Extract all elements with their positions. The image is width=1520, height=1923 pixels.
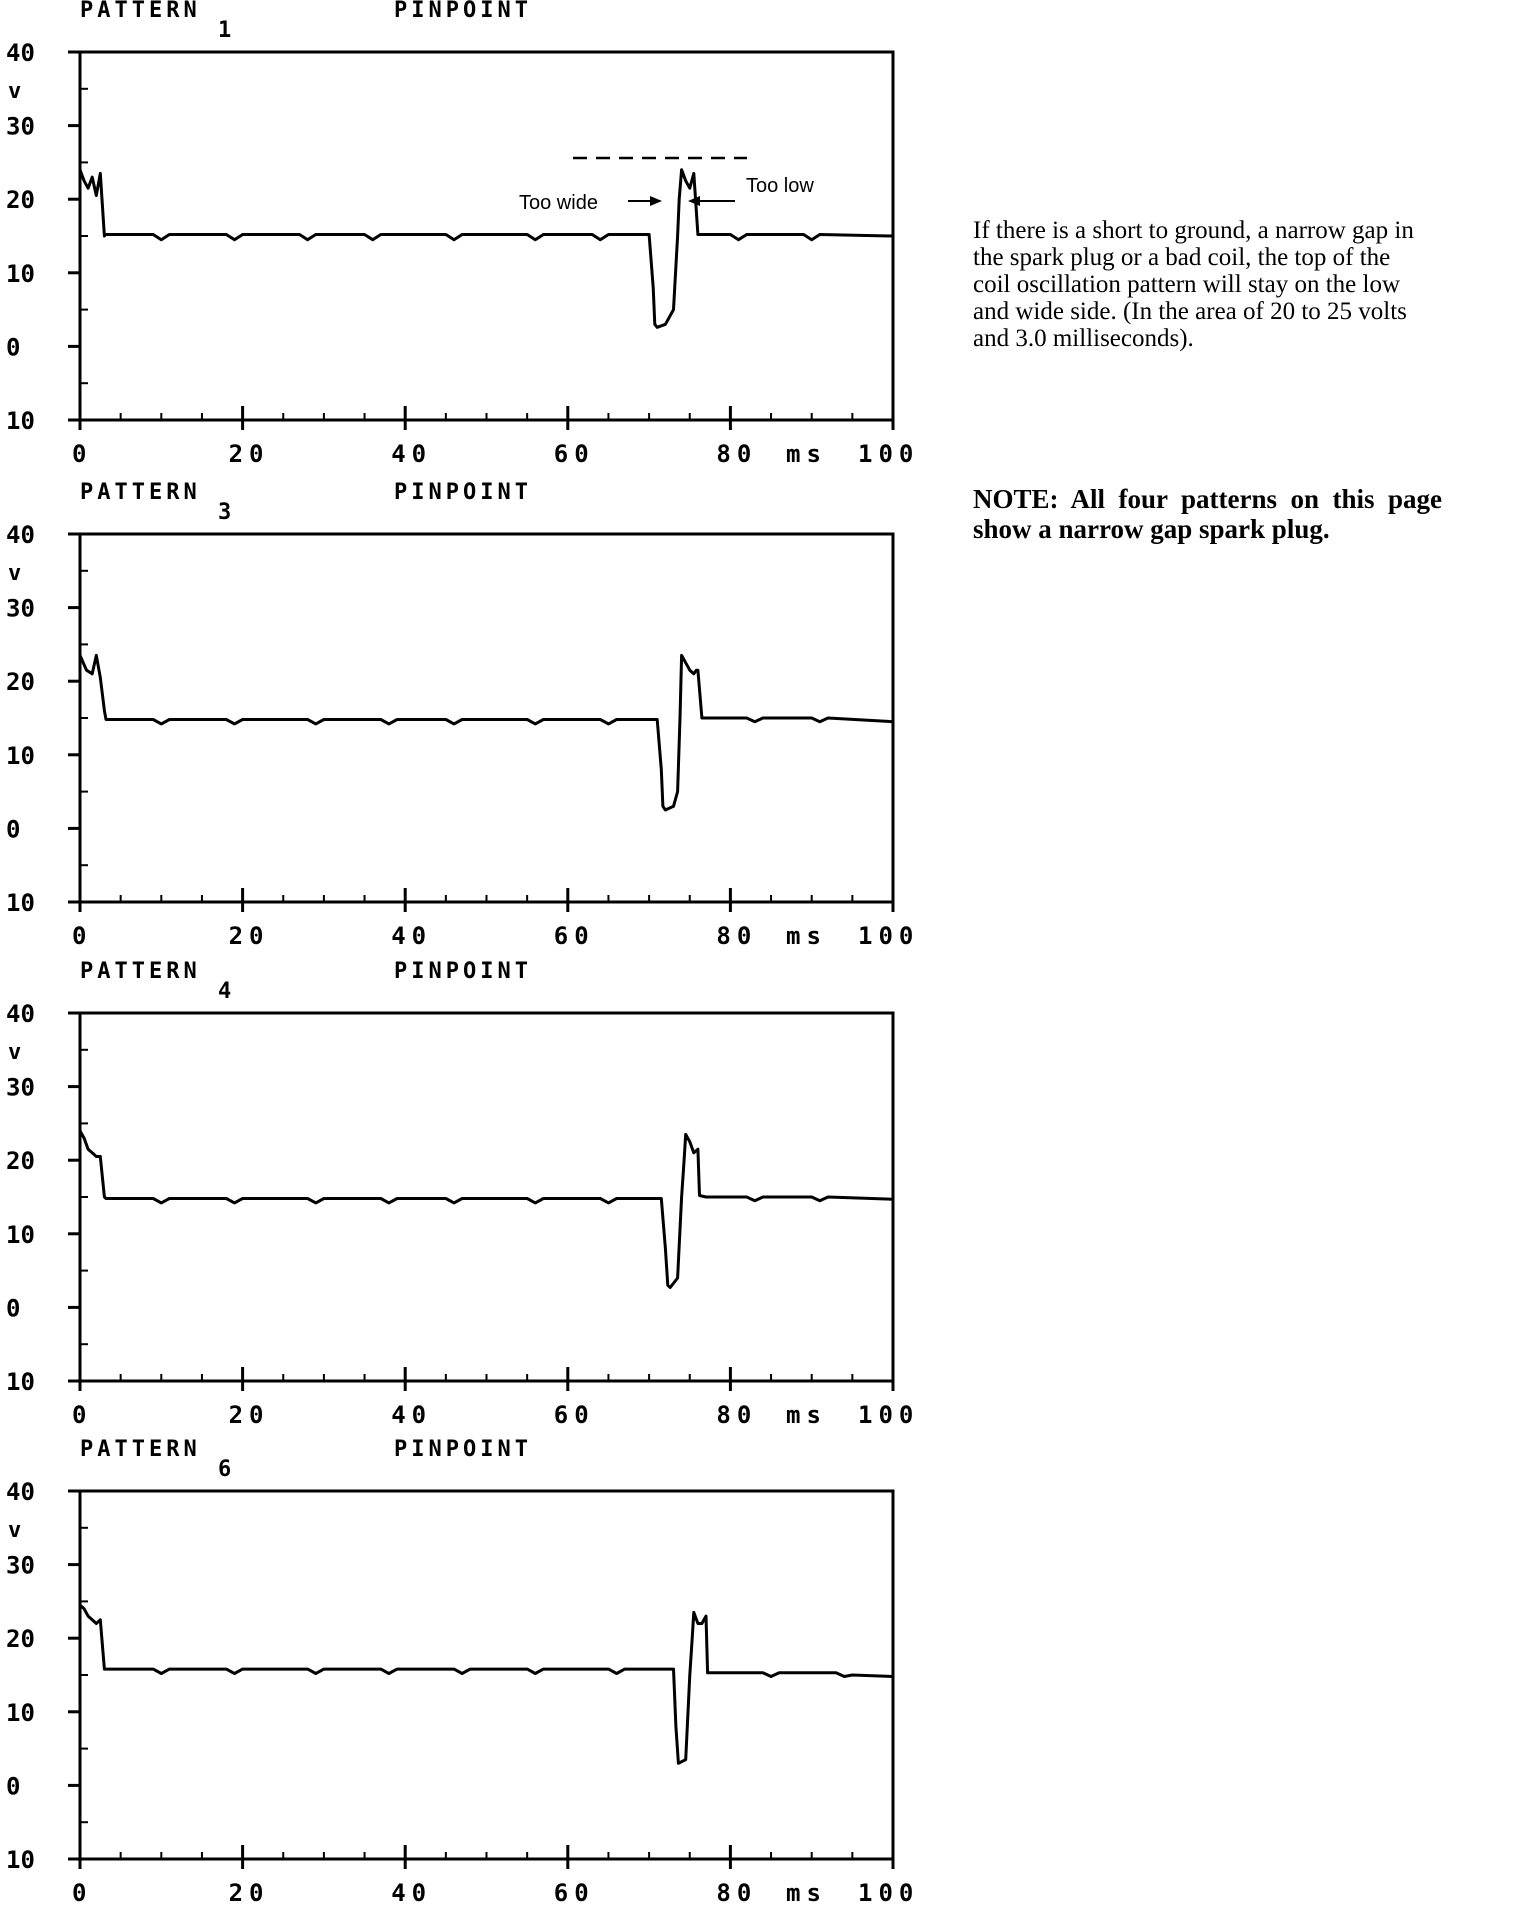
diagnosis-paragraph: If there is a short to ground, a narrow gap in the spark plug or a bad coil, the top of the coil oscillation pattern will stay on the low and wide side. (In the area of 20 to 25 volts and 3.0 milliseconds).	[973, 217, 1414, 352]
y-unit-label: v	[8, 78, 22, 104]
chart-svg	[0, 482, 940, 966]
y-tick-label: 0	[6, 333, 21, 362]
y-unit-label: v	[8, 560, 22, 586]
y-tick-label: 30	[6, 594, 35, 623]
x-tick-label: 20	[228, 1401, 270, 1429]
x-unit-label: ms	[786, 1879, 827, 1907]
pattern-label: PATTERN	[80, 0, 201, 23]
y-tick-label: 40	[6, 521, 35, 549]
x-tick-label: 80	[716, 1879, 758, 1907]
pattern-label: PATTERN	[80, 480, 201, 505]
waveform-line	[80, 655, 893, 810]
pinpoint-label: PINPOINT	[394, 959, 532, 984]
y-tick-label: 10	[6, 741, 35, 770]
annotation-too-low: Too low	[746, 175, 814, 197]
x-tick-label: 40	[391, 1879, 433, 1907]
x-tick-label: 0	[72, 440, 93, 468]
x-tick-label: 40	[391, 922, 433, 950]
x-tick-label: 60	[553, 1879, 595, 1907]
waveform-line	[80, 1605, 893, 1763]
chart-panel	[0, 961, 940, 1445]
y-tick-label: 10	[6, 407, 35, 435]
y-tick-label: 20	[6, 186, 35, 215]
x-unit-label: ms	[786, 440, 827, 468]
x-tick-label: 40	[391, 1401, 433, 1429]
chart-panel	[0, 0, 940, 484]
pattern-number: 6	[218, 1457, 232, 1482]
pattern-label: PATTERN	[80, 959, 201, 984]
annotation-too-wide: Too wide	[519, 192, 598, 214]
y-tick-label: 10	[6, 1368, 35, 1396]
x-tick-label: 100	[858, 1879, 920, 1907]
x-tick-label: 20	[228, 1879, 270, 1907]
pinpoint-label: PINPOINT	[394, 0, 532, 23]
x-tick-label: 60	[553, 1401, 595, 1429]
y-tick-label: 40	[6, 1000, 35, 1028]
x-tick-label: 60	[553, 440, 595, 468]
waveform-line	[80, 1131, 893, 1288]
arrowhead-too-wide	[650, 196, 662, 206]
y-tick-label: 0	[6, 1772, 21, 1801]
pattern-label: PATTERN	[80, 1437, 201, 1462]
y-tick-label: 10	[6, 889, 35, 917]
chart-svg	[0, 0, 940, 484]
x-tick-label: 0	[72, 1401, 93, 1429]
pattern-number: 1	[218, 18, 232, 43]
y-tick-label: 40	[6, 1478, 35, 1506]
note-paragraph: NOTE: All four patterns on this page show a narrow gap spark plug.	[973, 484, 1443, 544]
pinpoint-label: PINPOINT	[394, 1437, 532, 1462]
y-tick-label: 10	[6, 1698, 35, 1727]
pattern-number: 3	[218, 500, 232, 525]
side-notes	[973, 217, 1520, 544]
y-tick-label: 20	[6, 668, 35, 697]
y-tick-label: 0	[6, 1294, 21, 1323]
y-unit-label: v	[8, 1039, 22, 1065]
x-tick-label: 100	[858, 1401, 920, 1429]
x-tick-label: 80	[716, 440, 758, 468]
x-tick-label: 60	[553, 922, 595, 950]
chart-panel	[0, 482, 940, 966]
y-tick-label: 10	[6, 1846, 35, 1874]
x-tick-label: 100	[858, 440, 920, 468]
pinpoint-label: PINPOINT	[394, 480, 532, 505]
chart-svg	[0, 1439, 940, 1907]
chart-svg	[0, 961, 940, 1445]
x-unit-label: ms	[786, 922, 827, 950]
y-tick-label: 20	[6, 1625, 35, 1654]
x-tick-label: 20	[228, 440, 270, 468]
x-tick-label: 20	[228, 922, 270, 950]
y-tick-label: 30	[6, 1073, 35, 1102]
x-tick-label: 80	[716, 1401, 758, 1429]
y-tick-label: 10	[6, 1220, 35, 1249]
x-tick-label: 100	[858, 922, 920, 950]
y-unit-label: v	[8, 1517, 22, 1543]
x-tick-label: 40	[391, 440, 433, 468]
y-tick-label: 0	[6, 815, 21, 844]
x-tick-label: 80	[716, 922, 758, 950]
y-tick-label: 10	[6, 259, 35, 288]
y-tick-label: 30	[6, 1551, 35, 1580]
y-tick-label: 30	[6, 112, 35, 141]
chart-panel	[0, 1439, 940, 1923]
x-tick-label: 0	[72, 1879, 93, 1907]
y-tick-label: 40	[6, 39, 35, 67]
x-tick-label: 0	[72, 922, 93, 950]
y-tick-label: 20	[6, 1147, 35, 1176]
pattern-number: 4	[218, 979, 232, 1004]
x-unit-label: ms	[786, 1401, 827, 1429]
